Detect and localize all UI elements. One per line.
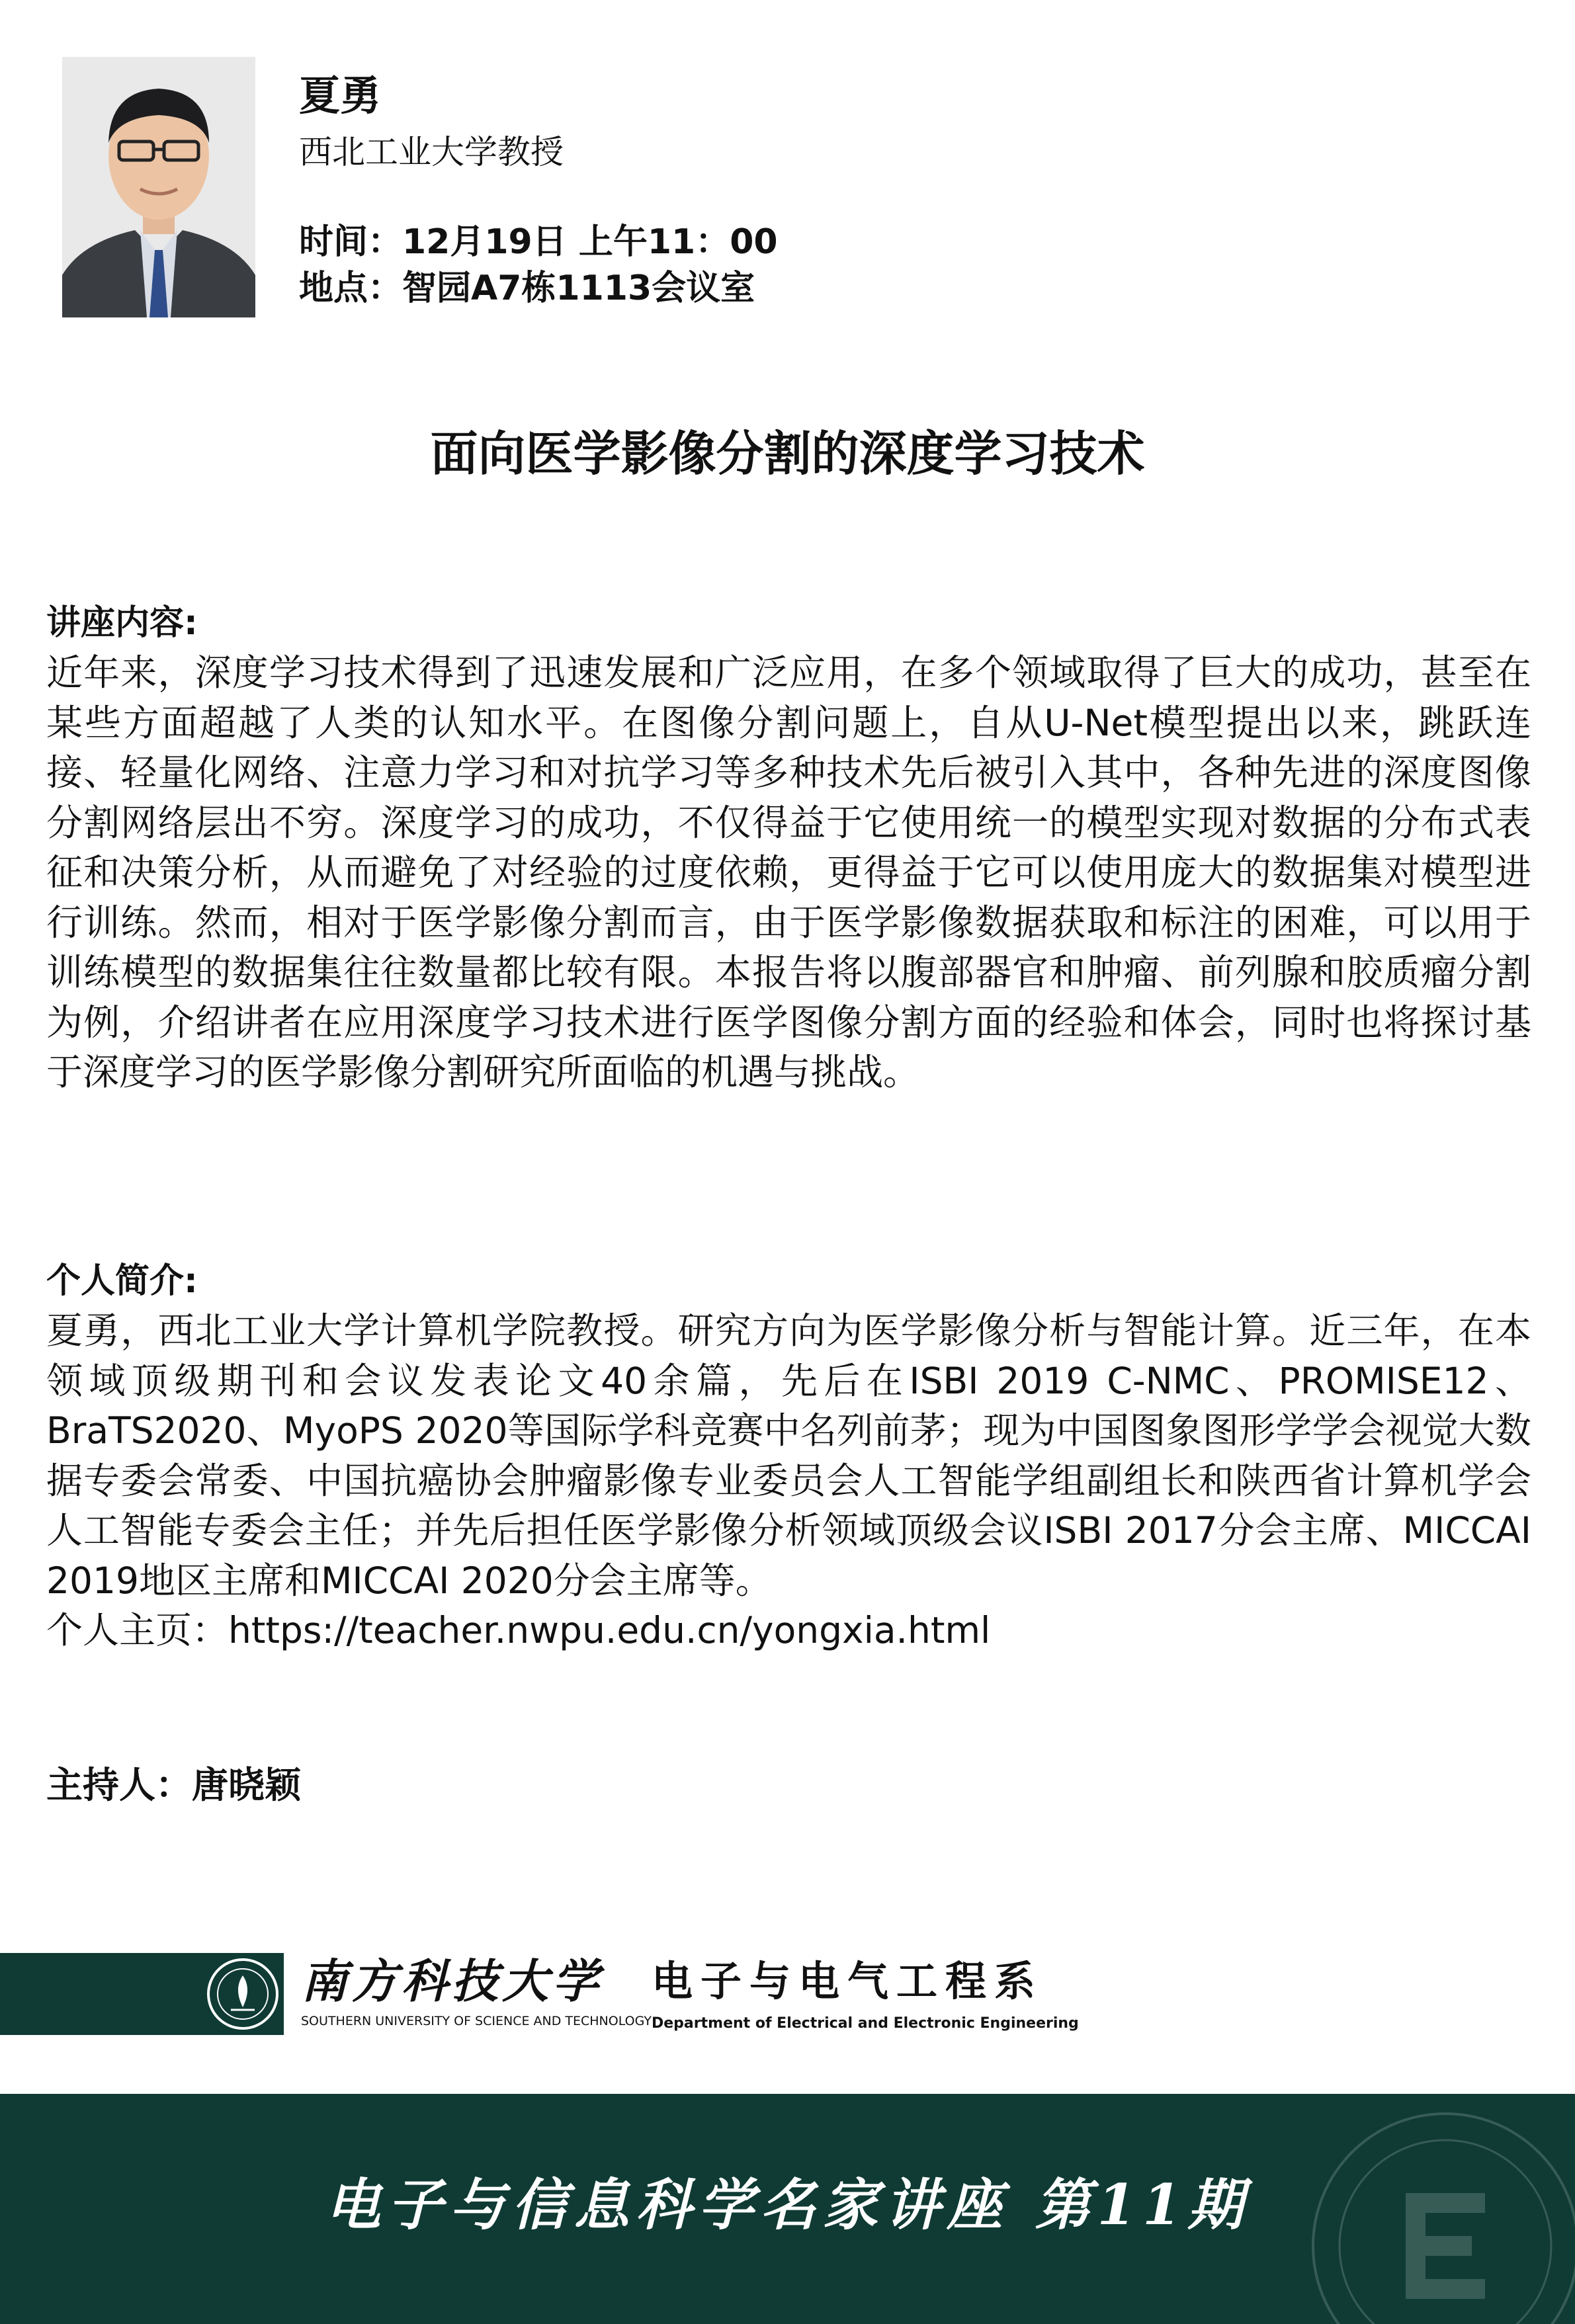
department-name-cn: 电子与电气工程系 [652, 1957, 1044, 2005]
speaker-affiliation: 西北工业大学教授 [299, 133, 564, 171]
speaker-name: 夏勇 [299, 71, 382, 120]
department-name-en: Department of Electrical and Electronic Engineering [652, 2015, 1079, 2032]
lecture-title: 面向医学影像分割的深度学习技术 [430, 426, 1145, 481]
university-name-en: SOUTHERN UNIVERSITY OF SCIENCE AND TECHNOLOGY [301, 2014, 652, 2028]
lecture-location: 地点：智园A7栋1113会议室 [299, 269, 755, 308]
logo-band-accent [0, 1953, 202, 2035]
lecture-content-body: 近年来，深度学习技术得到了迅速发展和广泛应用，在多个领域取得了巨大的成功，甚至在某些方面超越了人类的认知水平。在图像分割问题上，自从U-Net模型提出以来，跳跃连接、轻量化网络、注意力学习和对抗学习等多种技术先后被引入其中，各种先进的深度图像分割网络层出不穷。深度学习的成功，不仅得益于它使用统一的模型实现对数据的分布式表征和决策分析，从而避免了对经验的过度依赖，更得益于它可以使用庞大的数据集对模型进行训练。然而，相对于医学影像分割而言，由于医学影像数据获取和标注的困难，可以用于训练模型的数据集往往数量都比较有限。本报告将以腹部器官和肿瘤、前列腺和胶质瘤分割为例，介绍讲者在应用深度学习技术进行医学图像分割方面的经验和体会，同时也将探讨基于深度学习的医学影像分割研究所面临的机遇与挑战。 [46, 651, 1531, 1093]
speaker-bio-body: 夏勇，西北工业大学计算机学院教授。研究方向为医学影像分析与智能计算。近三年，在本领域顶级期刊和会议发表论文40余篇，先后在ISBI 2019 C-NMC、PROMISE12、BraTS2020、MyoPS 2020等国际学科竞赛中名列前茅；现为中国图象图形学学会视觉大数据专委会常委、中国抗癌协会肿瘤影像专业委员会人工智能学组副组长和陕西省计算机学会人工智能专委会主任；并先后担任医学影像分析领域顶级会议ISBI 2017分会主席、MICCAI 2019地区主席和MICCAI 2020分会主席等。 [46, 1309, 1531, 1602]
lecture-content-section [46, 599, 1531, 1098]
lecture-series-title: 电子与信息科学名家讲座 第11期 [325, 2172, 1250, 2237]
host-line: 主持人：唐晓颖 [46, 1764, 302, 1806]
university-logo-band [0, 1953, 1085, 2035]
speaker-bio-section [46, 1257, 1531, 1655]
speaker-photo [62, 57, 255, 317]
speaker-bio-heading: 个人简介: [46, 1261, 198, 1301]
speaker-homepage: 个人主页：https://teacher.nwpu.edu.cn/yongxia.html [46, 1609, 991, 1651]
university-name-cn: 南方科技大学 [301, 1954, 603, 2009]
footer-banner [0, 2094, 1575, 2324]
lecture-time: 时间：12月19日 上午11：00 [299, 222, 778, 262]
university-seal-icon [202, 1953, 284, 2035]
speaker-portrait-image [62, 57, 255, 317]
lecture-content-heading: 讲座内容: [46, 603, 198, 643]
